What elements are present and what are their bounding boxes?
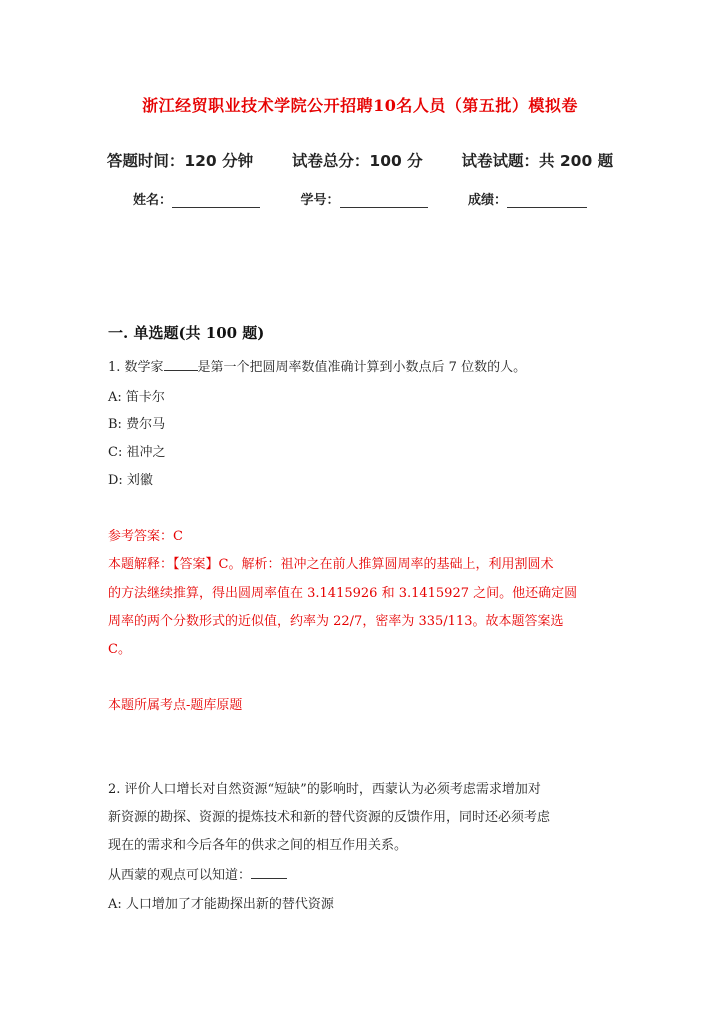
q1-option-b: B: 费尔马 xyxy=(108,417,166,432)
q1-option-d: D: 刘徽 xyxy=(108,473,153,488)
q1-option-a: A: 笛卡尔 xyxy=(108,390,165,405)
name-field xyxy=(133,189,260,208)
id-label: 学号： xyxy=(300,193,340,208)
q1-explanation-line-2: 的方法继续推算，得出圆周率值在 3.1415926 和 3.1415927 之间。他还确定圆 xyxy=(108,586,578,601)
exam-title: 浙江经贸职业技术学院公开招聘10名人员（第五批）模拟卷 xyxy=(142,96,578,115)
q1-stem-after: 是第一个把圆周率数值准确计算到小数点后 7 位数的人。 xyxy=(197,360,527,375)
grade-blank xyxy=(507,194,587,208)
q1-explanation-line-1: 本题解释：【答案】C。解析：祖冲之在前人推算圆周率的基础上，利用割圆术 xyxy=(108,557,554,572)
q2-stem-line-1: 2. 评价人口增长对自然资源“短缺”的影响时，西蒙认为必须考虑需求增加对 xyxy=(108,782,541,797)
score-info: 试卷总分：100 分 xyxy=(291,152,423,170)
q1-stem-before: 1. 数学家 xyxy=(108,360,164,375)
q2-option-a: A: 人口增加了才能勘探出新的替代资源 xyxy=(108,897,334,912)
q1-option-c: C: 祖冲之 xyxy=(108,445,166,460)
section-title: 一. 单选题(共 100 题) xyxy=(108,324,265,342)
time-info: 答题时间：120 分钟 xyxy=(106,152,254,170)
student-fields xyxy=(0,189,720,208)
grade-field xyxy=(468,189,587,208)
id-blank xyxy=(340,194,428,208)
q2-prompt-text: 从西蒙的观点可以知道： xyxy=(108,868,252,883)
name-label: 姓名： xyxy=(132,193,172,208)
q1-explanation-line-4: C。 xyxy=(108,642,131,657)
count-info: 试卷试题：共 200 题 xyxy=(461,152,614,170)
q2-blank xyxy=(251,866,287,879)
exam-meta xyxy=(0,149,720,171)
id-field xyxy=(300,189,427,208)
q1-blank xyxy=(164,358,198,371)
q2-prompt xyxy=(108,864,287,883)
q1-topic: 本题所属考点-题库原题 xyxy=(108,698,243,713)
q1-explanation-line-3: 周率的两个分数形式的近似值，约率为 22/7，密率为 335/113。故本题答案选 xyxy=(108,614,564,629)
q2-stem-line-3: 现在的需求和今后各年的供求之间的相互作用关系。 xyxy=(108,838,408,853)
q1-answer: 参考答案：C xyxy=(108,529,183,544)
q2-stem-line-2: 新资源的勘探、资源的提炼技术和新的替代资源的反馈作用，同时还必须考虑 xyxy=(108,810,551,825)
name-blank xyxy=(172,194,260,208)
q1-stem xyxy=(108,356,526,375)
grade-label: 成绩： xyxy=(468,193,508,208)
